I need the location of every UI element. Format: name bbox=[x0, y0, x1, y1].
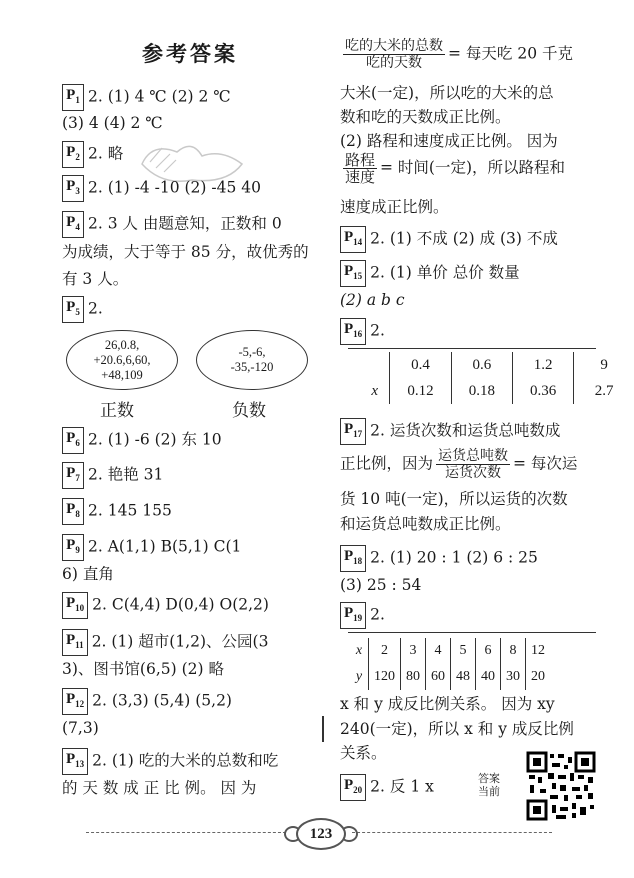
page-box: $P_8$ bbox=[62, 498, 84, 525]
answer-p12: $P_{12}$ 2. (3,3) (5,4) (5,2) bbox=[62, 688, 232, 715]
table-p16 bbox=[360, 352, 634, 404]
fraction: $\frac{\text{吃的大米的总数}}{\text{吃的天数}}$ bbox=[345, 38, 443, 71]
answer-p2: $P_2$ 2. 略 bbox=[62, 141, 123, 168]
answer-line: 货 10 吨(一定)，所以运货的次数 bbox=[340, 490, 568, 508]
page-box: $P_{17}$ bbox=[340, 418, 366, 445]
page-box: $P_{20}$ bbox=[340, 774, 366, 801]
footer-divider-left bbox=[86, 832, 286, 833]
answer-p15: $P_{15}$ 2. (1) 单价 总价 数量 bbox=[340, 260, 520, 287]
positive-number-set: 26,0.8, +20.6,6,60, +48,109 bbox=[66, 330, 178, 390]
page-box: $P_5$ bbox=[62, 296, 84, 323]
answer-p4: $P_4$ 2. 3 人 由题意知，正数和 0 bbox=[62, 211, 282, 238]
fraction-line: $\frac{\text{路程}}{\text{速度}}$ = 时间(一定)，所以路程和 bbox=[345, 151, 566, 186]
page-box: $P_{15}$ bbox=[340, 260, 366, 287]
table-row: 0.4 0.6 1.2 9 bbox=[360, 352, 634, 378]
answer-line: x 和 y 成反比例关系。 因为 xy bbox=[340, 695, 555, 713]
answer-line: 数和吃的天数成正比例。 bbox=[340, 108, 511, 126]
fraction-line: 正比例，因为 $\frac{\text{运货总吨数}}{\text{运货次数}}$ = 每次运 bbox=[340, 448, 578, 481]
answer-line: 6) 直角 bbox=[62, 565, 114, 583]
answer-p7: $P_7$ 2. 艳艳 31 bbox=[62, 462, 163, 489]
answer-line: 的 天 数 成 正 比 例。 因 为 bbox=[62, 779, 257, 797]
page-box: $P_{12}$ bbox=[62, 688, 88, 715]
footer-divider-right bbox=[352, 832, 552, 833]
fraction: $\frac{\text{路程}}{\text{速度}}$ bbox=[345, 151, 376, 186]
answer-line: 速度成正比例。 bbox=[340, 198, 449, 216]
page-box: $P_2$ bbox=[62, 141, 84, 168]
answer-line: 3)、图书馆(6,5) (2) 略 bbox=[62, 660, 224, 678]
fraction-line: $\frac{\text{吃的大米的总数}}{\text{吃的天数}}$ = 每天吃 20 千克 bbox=[345, 38, 573, 71]
answer-p18: $P_{18}$ 2. (1) 20 : 1 (2) 6 : 25 bbox=[340, 545, 538, 572]
positive-label: 正数 bbox=[100, 401, 134, 421]
table-top-rule bbox=[348, 348, 596, 349]
page-number: 123 bbox=[296, 818, 346, 850]
qr-code-icon[interactable] bbox=[526, 751, 596, 821]
page-box: $P_1$ bbox=[62, 84, 84, 111]
page-box: $P_{11}$ bbox=[62, 629, 88, 656]
answer-line: (2) 路程和速度成正比例。 因为 bbox=[340, 132, 558, 150]
answer-line: (2) a b c bbox=[340, 291, 405, 309]
answer-line: 为成绩，大于等于 85 分，故优秀的 bbox=[62, 243, 309, 261]
answer-p13: $P_{13}$ 2. (1) 吃的大米的总数和吃 bbox=[62, 748, 278, 775]
page-box: $P_{13}$ bbox=[62, 748, 88, 775]
answer-p9: $P_9$ 2. A(1,1) B(5,1) C(1 bbox=[62, 534, 241, 561]
page-box: $P_4$ bbox=[62, 211, 84, 238]
answer-p19: $P_{19}$ 2. bbox=[340, 602, 385, 629]
page-box: $P_6$ bbox=[62, 427, 84, 454]
answer-p3: $P_3$ 2. (1) -4 -10 (2) -45 40 bbox=[62, 175, 261, 202]
page-title: 参考答案 bbox=[142, 42, 238, 66]
answer-p6: $P_6$ 2. (1) -6 (2) 东 10 bbox=[62, 427, 222, 454]
answer-p5: $P_5$ 2. bbox=[62, 296, 103, 323]
answer-p10: $P_{10}$ 2. C(4,4) D(0,4) O(2,2) bbox=[62, 592, 269, 619]
answer-p11: $P_{11}$ 2. (1) 超市(1,2)、公园(3 bbox=[62, 629, 268, 656]
answer-p17: $P_{17}$ 2. 运货次数和运货总吨数成 bbox=[340, 418, 560, 445]
table-row: x 0.12 0.18 0.36 2.7 bbox=[360, 378, 634, 404]
table-row: y 120 80 60 48 40 30 20 bbox=[350, 664, 550, 690]
answer-p14: $P_{14}$ 2. (1) 不成 (2) 成 (3) 不成 bbox=[340, 226, 558, 253]
page-box: $P_9$ bbox=[62, 534, 84, 561]
negative-number-set: -5,-6, -35,-120 bbox=[196, 330, 308, 390]
answer-line: (7,3) bbox=[62, 719, 99, 737]
answer-line: (3) 4 (4) 2 ℃ bbox=[62, 114, 163, 132]
qr-caption: 答案 当前 bbox=[478, 772, 500, 798]
page-box: $P_{19}$ bbox=[340, 602, 366, 629]
page-box: $P_{18}$ bbox=[340, 545, 366, 572]
answer-line: 有 3 人。 bbox=[62, 270, 129, 288]
table-top-rule bbox=[348, 632, 596, 633]
answer-line: 关系。 bbox=[340, 744, 387, 762]
answer-line: 240(一定)，所以 x 和 y 成反比例 bbox=[340, 720, 574, 738]
answer-p16: $P_{16}$ 2. bbox=[340, 318, 385, 345]
fraction: $\frac{\text{运货总吨数}}{\text{运货次数}}$ bbox=[438, 448, 509, 481]
answer-p8: $P_8$ 2. 145 155 bbox=[62, 498, 172, 525]
answer-line: (3) 25 : 54 bbox=[340, 576, 422, 594]
answer-p1: $P_1$ 2. (1) 4 ℃ (2) 2 ℃ bbox=[62, 84, 231, 111]
table-row: x 2 3 4 5 6 8 12 bbox=[350, 638, 550, 664]
table-p19 bbox=[350, 638, 550, 690]
page-box: $P_{14}$ bbox=[340, 226, 366, 253]
page-box: $P_{10}$ bbox=[62, 592, 88, 619]
answer-p20: $P_{20}$ 2. 反 1 x bbox=[340, 774, 434, 801]
page-box: $P_3$ bbox=[62, 175, 84, 202]
answer-line: 大米(一定)，所以吃的大米的总 bbox=[340, 84, 554, 102]
page-box: $P_{16}$ bbox=[340, 318, 366, 345]
margin-mark bbox=[322, 716, 324, 742]
negative-label: 负数 bbox=[232, 401, 266, 421]
answer-line: 和运货总吨数成正比例。 bbox=[340, 515, 511, 533]
page-box: $P_7$ bbox=[62, 462, 84, 489]
